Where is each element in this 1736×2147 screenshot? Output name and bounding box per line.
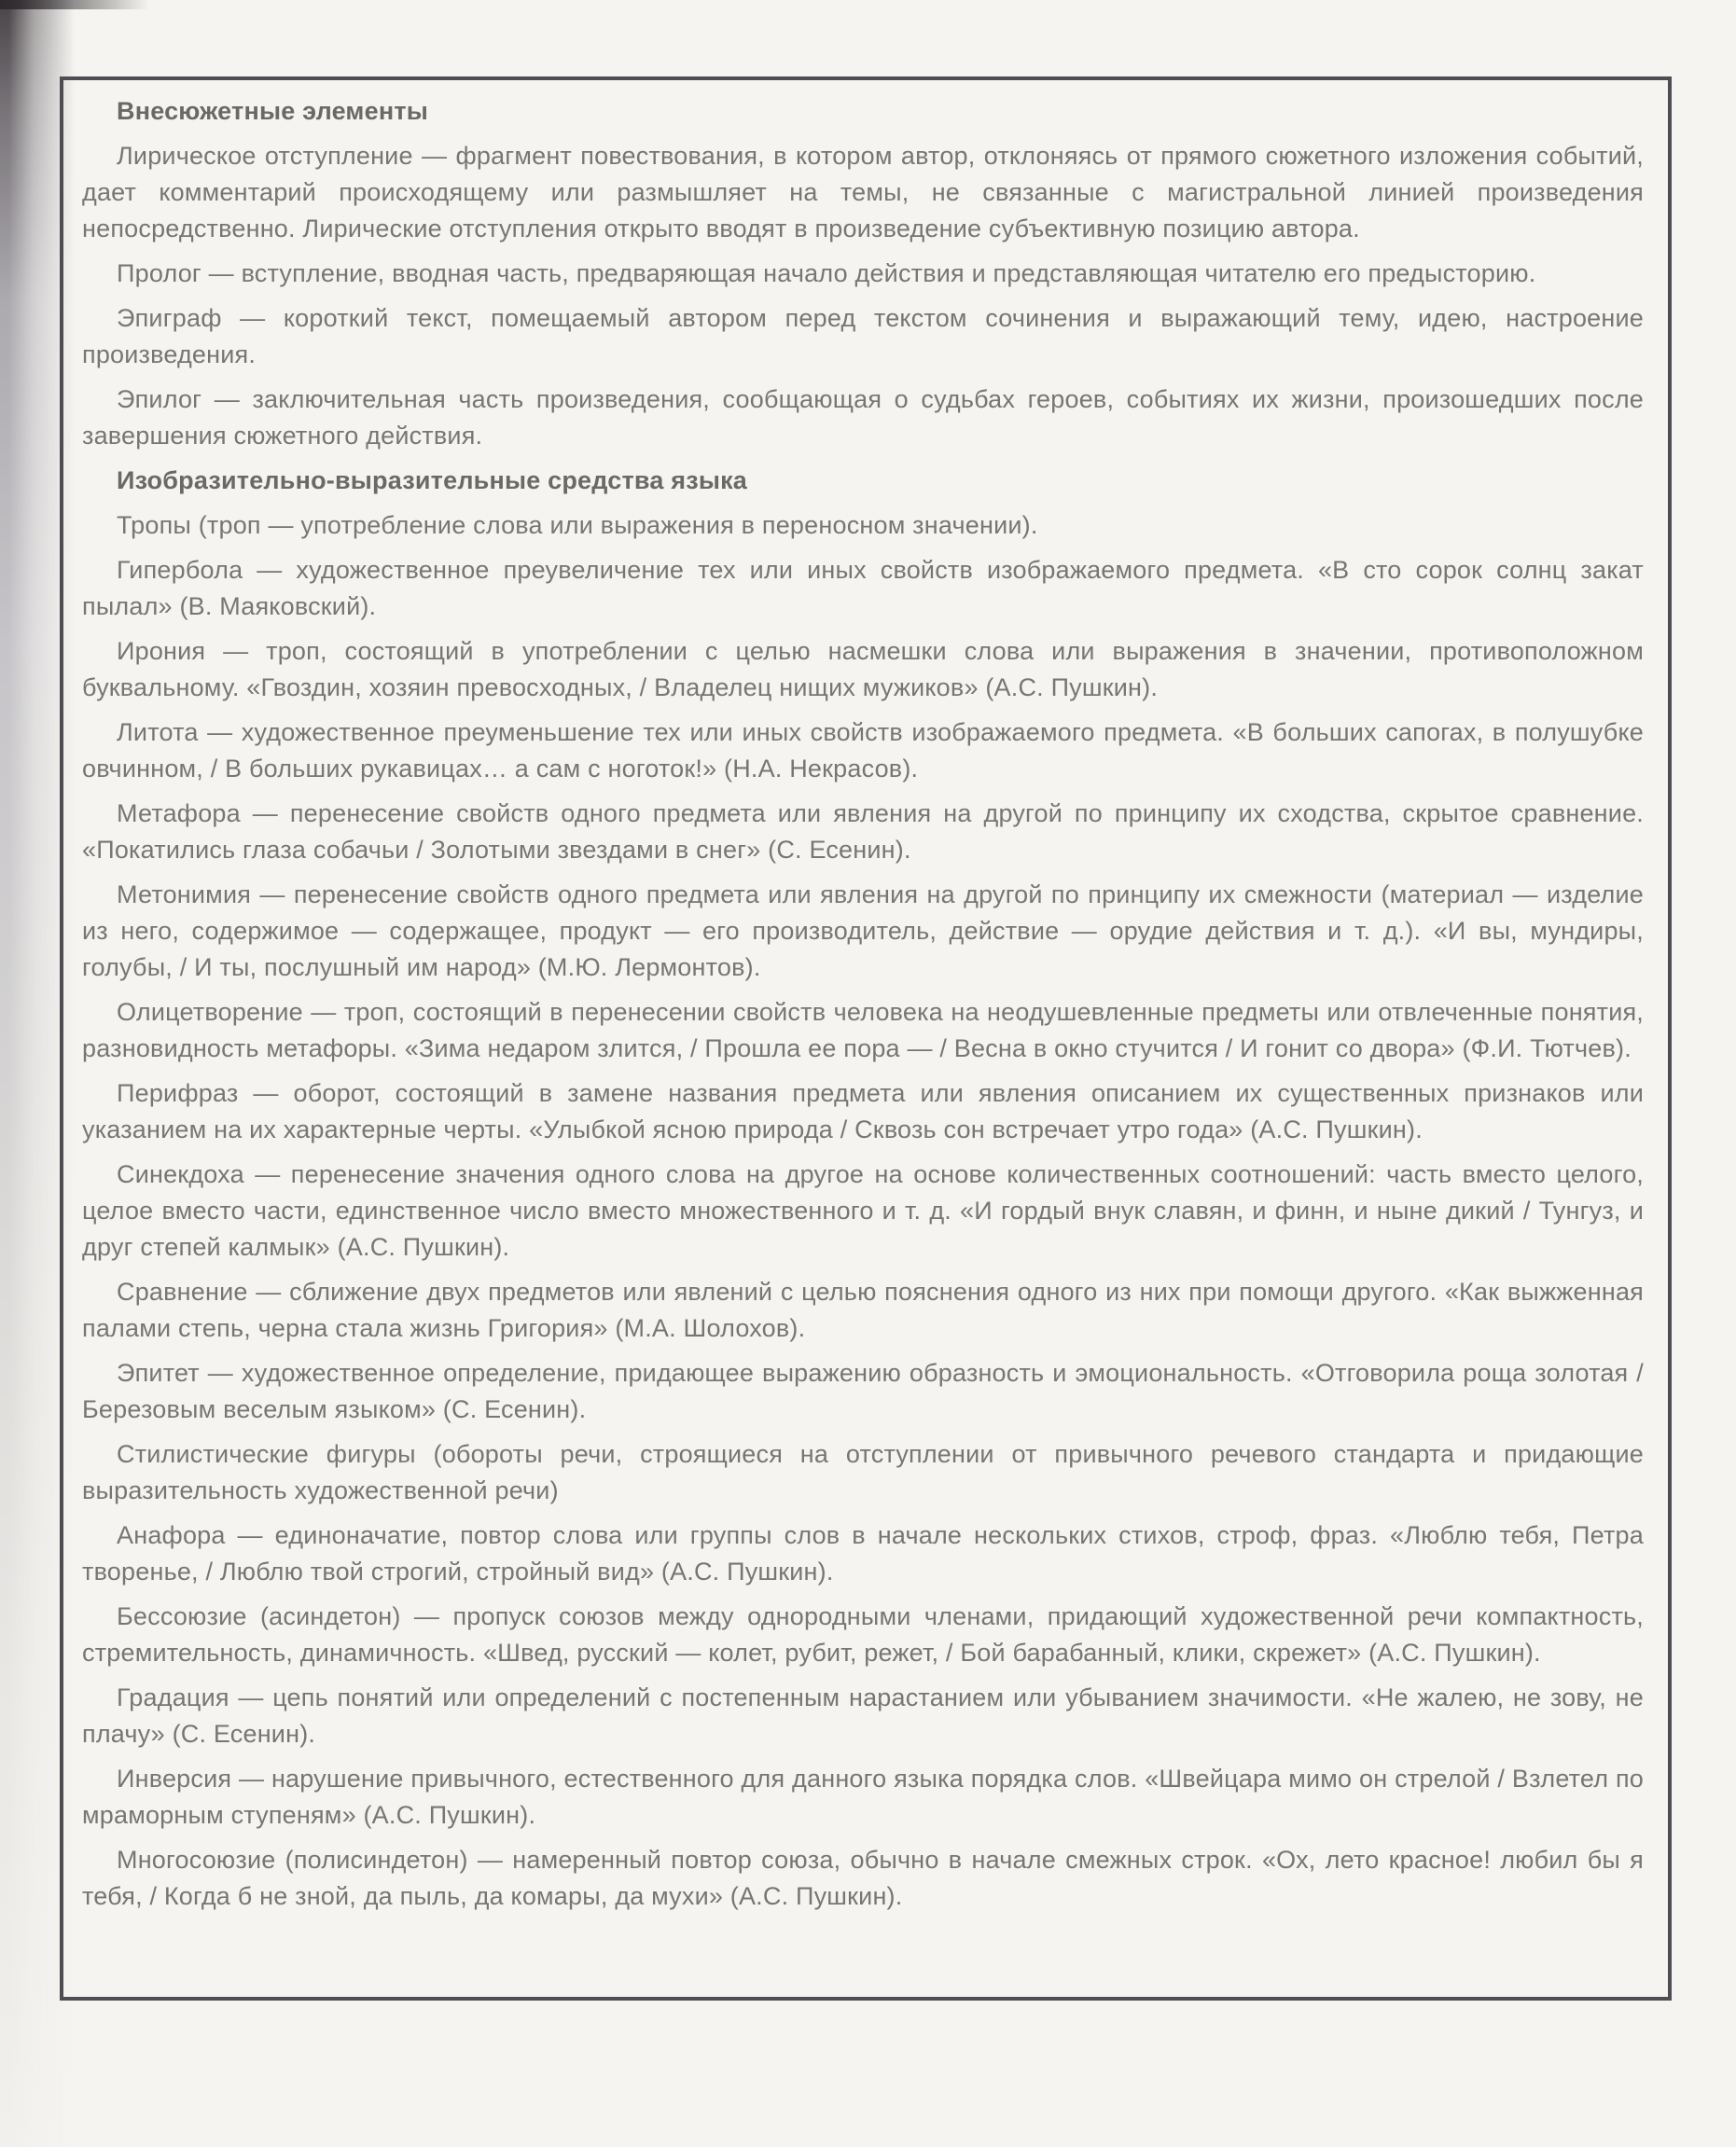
scan-top-left-corner-shadow (0, 0, 149, 9)
para-metafora: Метафора — перенесение свойств одного предмета или явления на другой по принципу их сходства, скрытое сравнение. «Покатились глаза собачьи / Золотыми звездами в снег» (С. Есенин). (82, 799, 1644, 864)
para-epilog: Эпилог — заключительная часть произведения, сообщающая о судьбах героев, событиях их жизни, произошедших после завершения сюжетного действия. (82, 385, 1644, 450)
para-anafora: Анафора — единоначатие, повтор слова или группы слов в начале нескольких стихов, строф, фраз. «Люблю тебя, Петра творенье, / Люблю твой строгий, стройный вид» (А.С. Пушкин). (82, 1521, 1644, 1586)
para-sinekdoha: Синекдоха — перенесение значения одного слова на другое на основе количественных соотношений: часть вместо целого, целое вместо части, единственное число вместо множественного и т. д. «И гордый внук славян, и финн, и ныне дикий / Тунгуз, и друг степей калмык» (А.С. Пушкин). (82, 1160, 1644, 1261)
para-liricheskoe-otstuplenie: Лирическое отступление — фрагмент повествования, в котором автор, отклоняясь от прямого сюжетного изложения событий, дает комментарий происходящему или размышляет на темы, не связанные с магистральной линией произведения непосредственно. Лирические отступления открыто вводят в произведение субъективную позицию автора. (82, 142, 1644, 242)
para-perifraz: Перифраз — оборот, состоящий в замене названия предмета или явления описанием их существенных признаков или указанием на их характерные черты. «Улыбкой ясною природа / Сквозь сон встречает утро года» (А.С. Пушкин). (82, 1079, 1644, 1143)
para-litota: Литота — художественное преуменьшение тех или иных свойств изображаемого предмета. «В больших сапогах, в полушубке овчинном, / В больших рукавицах… а сам с ноготок!» (Н.А. Некрасов). (82, 718, 1644, 783)
para-epigraf: Эпиграф — короткий текст, помещаемый автором перед текстом сочинения и выражающий тему, идею, настроение произведения. (82, 304, 1644, 368)
para-olitsetvorenie: Олицетворение — троп, состоящий в перенесении свойств человека на неодушевленные предметы или отвлеченные понятия, разновидность метафоры. «Зима недаром злится, / Прошла ее пора — / Весна в окно стучится / И гонит со двора» (Ф.И. Тютчев). (82, 998, 1644, 1062)
para-bessoyuzie: Бессоюзие (асиндетон) — пропуск союзов между однородными членами, придающий художественной речи компактность, стремительность, динамичность. «Швед, русский — колет, рубит, режет, / Бой барабанный, клики, скрежет» (А.С. Пушкин). (82, 1602, 1644, 1667)
content-frame (60, 76, 1672, 2001)
para-prolog: Пролог — вступление, вводная часть, предваряющая начало действия и представляющая читателю его предысторию. (117, 259, 1536, 287)
para-metonimiya: Метонимия — перенесение свойств одного предмета или явления на другой по принципу их смежности (материал — изделие из него, содержимое — содержащее, продукт — его производитель, действие — орудие действия и т. д.). «И вы, мундиры, голубы, / И ты, послушный им народ» (М.Ю. Лермонтов). (82, 880, 1644, 981)
para-sravnenie: Сравнение — сближение двух предметов или явлений с целью пояснения одного из них при помощи другого. «Как выжженная палами степь, черна стала жизнь Григория» (М.А. Шолохов). (82, 1278, 1644, 1342)
para-gradatsiya: Градация — цепь понятий или определений с постепенным нарастанием или убыванием значимости. «Не жалею, не зову, не плачу» (С. Есенин). (82, 1683, 1644, 1748)
para-giperbola: Гипербола — художественное преувеличение тех или иных свойств изображаемого предмета. «В сто сорок солнц закат пылал» (В. Маяковский). (82, 556, 1644, 620)
para-tropy: Тропы (троп — употребление слова или выражения в переносном значении). (117, 511, 1038, 539)
heading-izobrazitelno-vyrazitelnye-sredstva: Изобразительно-выразительные средства языка (117, 466, 748, 494)
heading-vnesyuzhetnye-elementy: Внесюжетные элементы (117, 97, 429, 125)
para-ironiya: Ирония — троп, состоящий в употреблении с целью насмешки слова или выражения в значении, противоположном буквальному. «Гвоздин, хозяин превосходных, / Владелец нищих мужиков» (А.С. Пушкин). (82, 637, 1644, 701)
para-stilisticheskie-figury: Стилистические фигуры (обороты речи, строящиеся на отступлении от привычного речевого стандарта и придающие выразительность художественной речи) (82, 1440, 1644, 1504)
para-inversiya: Инверсия — нарушение привычного, естественного для данного языка порядка слов. «Швейцара мимо он стрелой / Взлетел по мраморным ступеням» (А.С. Пушкин). (82, 1765, 1644, 1829)
para-mnogosoyuzie: Многосоюзие (полисиндетон) — намеренный повтор союза, обычно в начале смежных строк. «Ох, лето красное! любил бы я тебя, / Когда б не зной, да пыль, да комары, да мухи» (А.С. Пушкин). (82, 1846, 1644, 1910)
para-epitet: Эпитет — художественное определение, придающее выражению образность и эмоциональность. «Отговорила роща золотая / Березовым веселым языком» (С. Есенин). (82, 1359, 1644, 1423)
